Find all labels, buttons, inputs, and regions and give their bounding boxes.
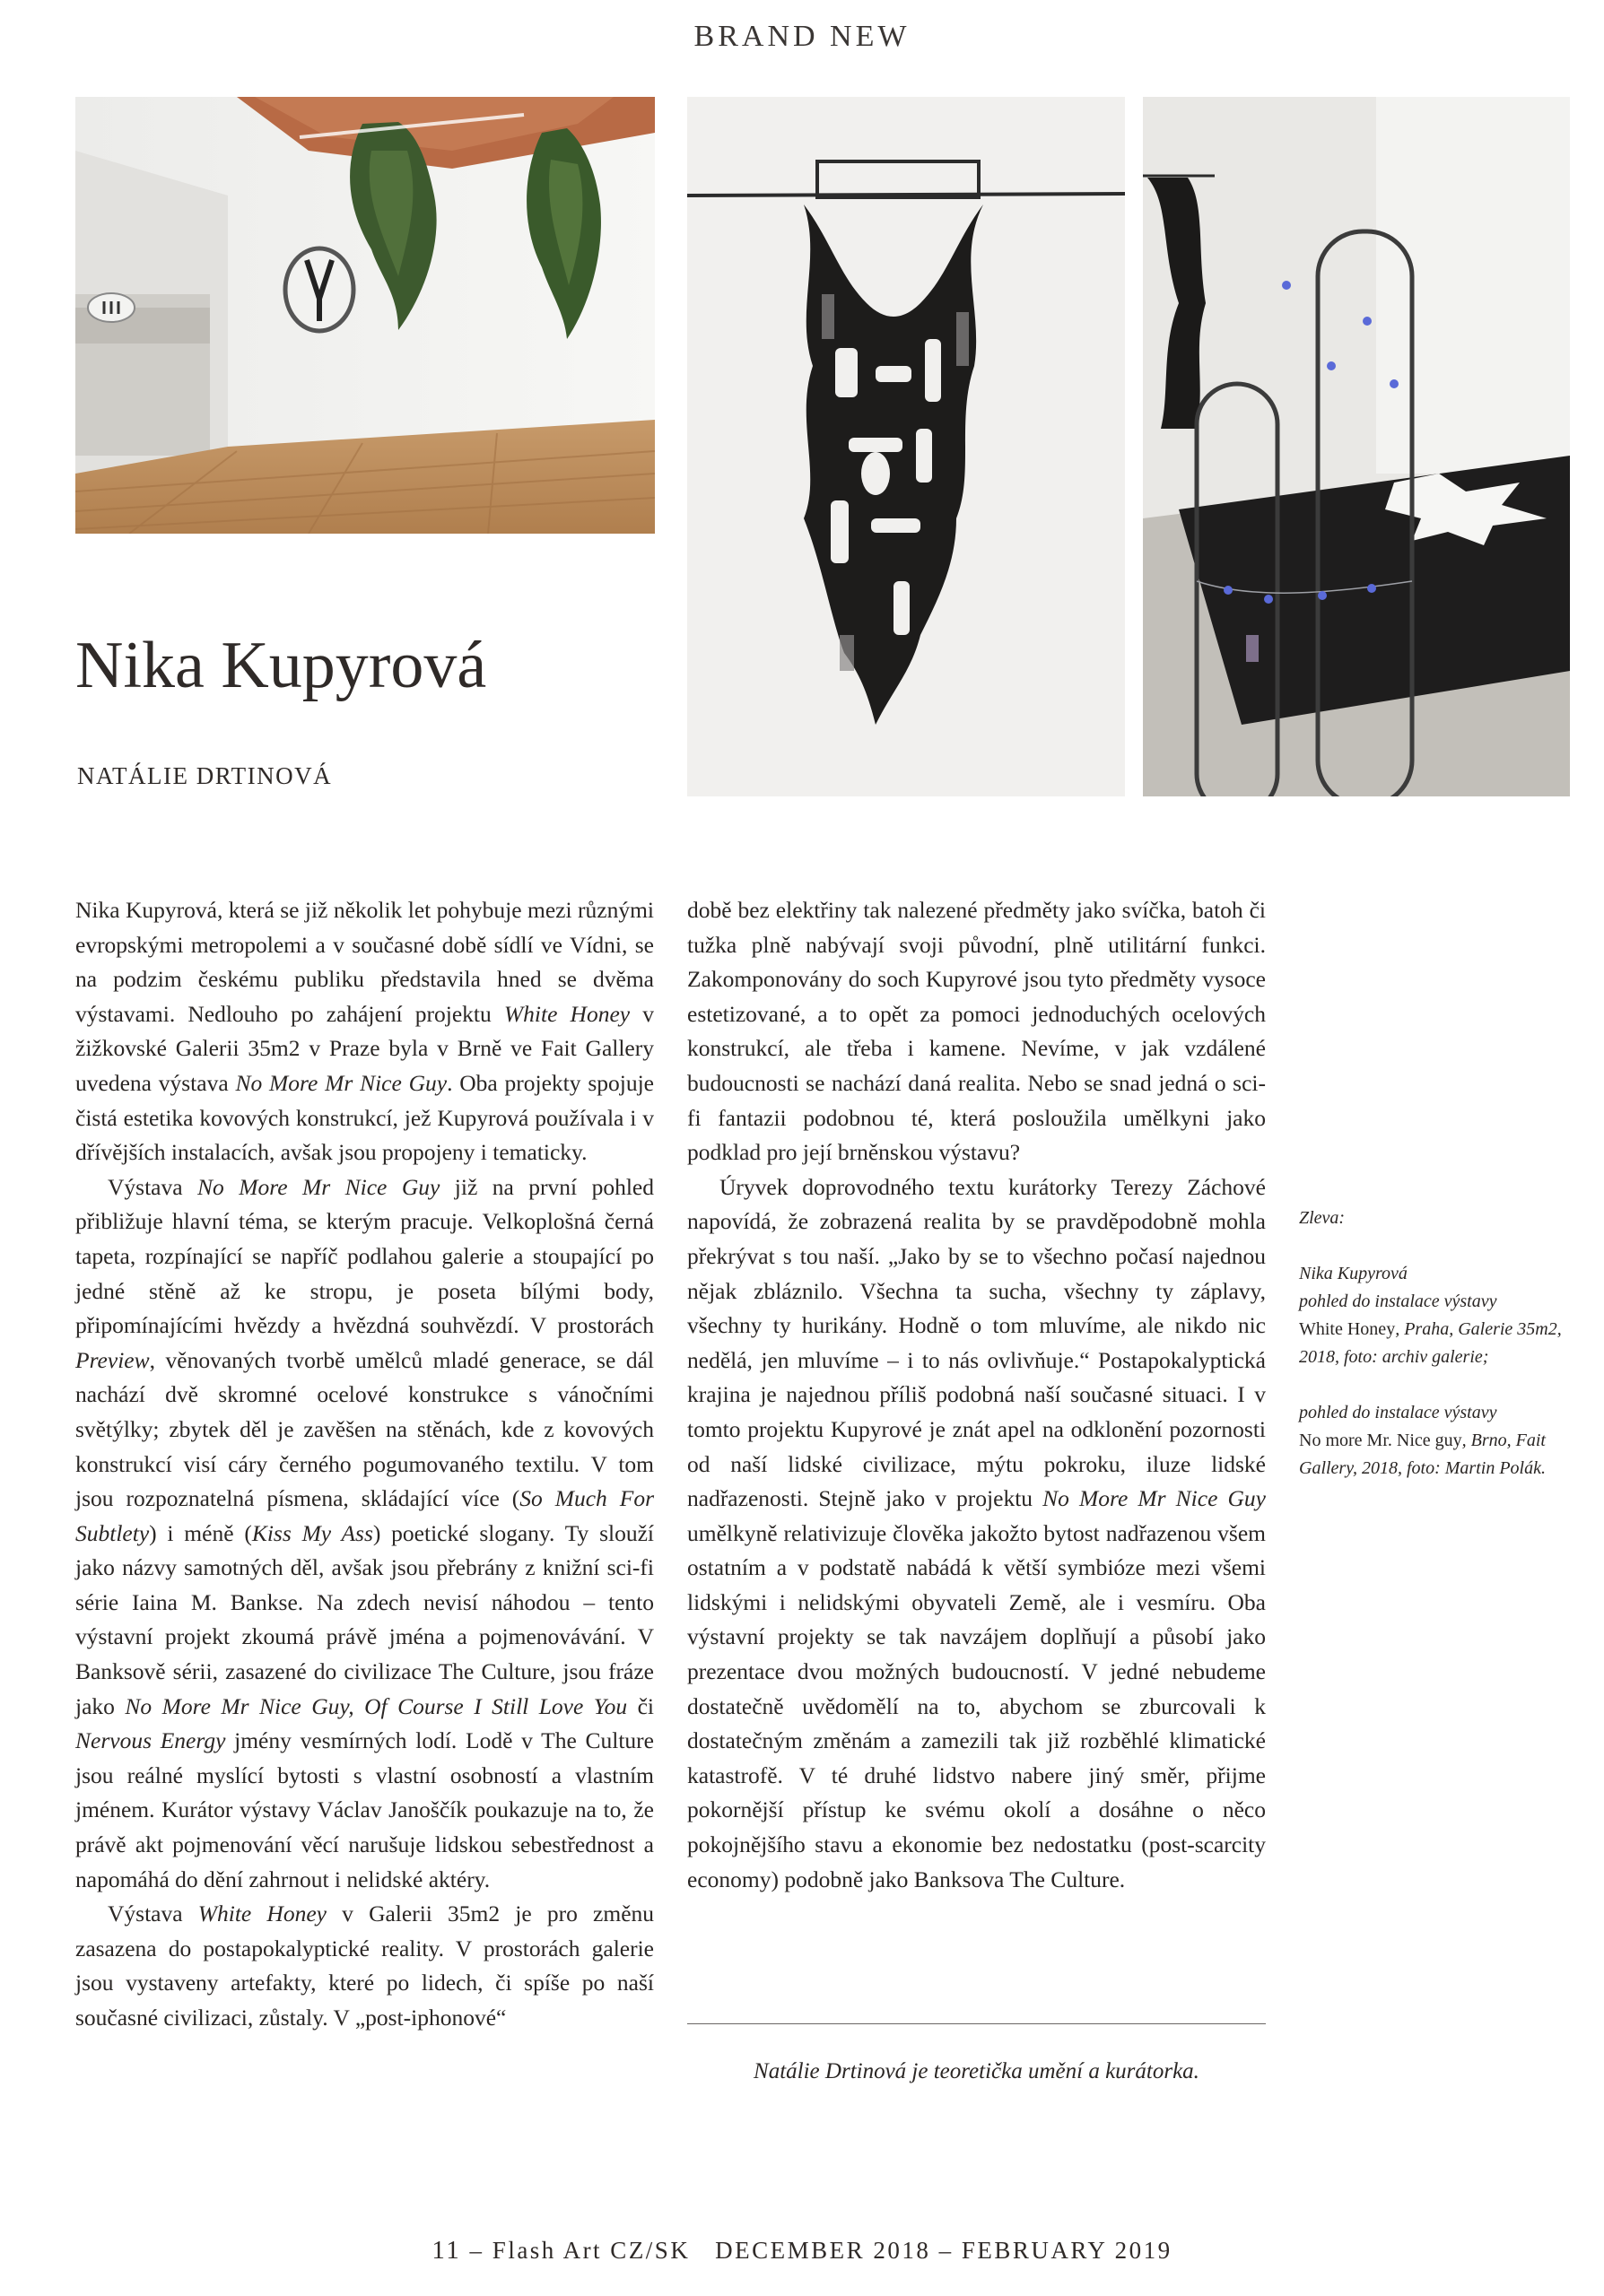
author-bio: Natálie Drtinová je teoretička umění a kurátorka. — [754, 2059, 1199, 2083]
caption-1: Nika Kupyrová pohled do instalace výstavy White Honey, Praha, Galerie 35m2, 2018, foto: archiv galerie; — [1299, 1264, 1562, 1367]
page-footer — [0, 2236, 1604, 2266]
bio-divider — [687, 2023, 1266, 2024]
paragraph-1: Nika Kupyrová, která se již několik let pohybuje mezi různými evropskými metropolemi a v současné době sídlí ve Vídni, se na podzim českému publiku představila hned se dvěma výstavami. Nedlouho po zahájení projektu White Honey v žižkovské Galerii 35m2 v Praze byla v Brně ve Fait Gallery uvedena výstava No More Mr Nice Guy. Oba projekty spojuje čistá estetika kovových konstrukcí, jež Kupyrová používala i v dřívějších instalacích, avšak jsou propojeny i tematicky. — [75, 897, 655, 1166]
installation-photo-no-more-mr-nice-guy — [1143, 97, 1570, 796]
article-column-2 — [687, 893, 1266, 1897]
paragraph-2: Výstava No More Mr Nice Guy již na první pohled přibližuje hlavní téma, se kterým pracuje. Velkoplošná černá tapeta, rozpínající se napříč podlahou galerie a stoupající po jedné stěně až ke stropu, je poseta bílými body, připomínajícími hvězdy a hvězdná souhvězdí. V prostorách Preview, věnovaných tvorbě umělců mladé generace, se dál nachází dvě skromné ocelové konstrukce s vánočními světýlky; zbytek děl je zavěšen na stěnách, kde z kovových konstrukcí visí cáry černého pogumovaného textilu. V tom jsou rozpoznatelná písmena, skládající více (So Much For Subtlety) i méně (Kiss My Ass) poetické slogany. Ty slouží jako názvy samotných děl, avšak jsou přebrány z knižní sci-fi série Iaina M. Bankse. Na zdech nevisí náhodou – tento výstavní projekt zkoumá právě jména a pojmenovávání. V Banksově sérii, zasazené do civilizace The Culture, jsou fráze jako No More Mr Nice Guy, Of Course I Still Love You či Nervous Energy jmény vesmírných lodí. Lodě v The Culture jsou reálné myslící bytosti s vlastní osobností a vlastním jménem. Kurátor výstavy Václav Janoščík poukazuje na to, že právě akt pojmenování věcí narušuje lidskou sebestřednost a napomáhá do dění zahrnout i nelidské aktéry. — [75, 1173, 655, 1892]
gallery-room-image — [75, 97, 655, 534]
paragraph-5: Úryvek doprovodného textu kurátorky Terezy Záchové napovídá, že zobrazená realita by se pravděpodobně mohla překrývat s tou naší. „Jako by se to všechno počasí najednou nějak zbláznilo. Všechna ta sucha, všechny ty záplavy, všechny ty hurikány. Hodně o tom mluvíme, ale nikdo nic nedělá, jen mluvíme – i to nás ovlivňuje.“ Postapokalyptická krajina je najednou příliš podobná naší současné situaci. I v tomto projektu Kupyrové je znát apel na odklonění pozornosti od naší lidské civilizace, mýtu pokroku, iluze lidské nadřazenosti. Stejně jako v projektu No More Mr Nice Guy umělkyně relativizuje člověka jakožto bytost nadřazenou všem ostatním a v podstatě nabádá k větší symbióze mezi všemi lidskými i nelidskými obyvateli Země, ale i vesmíru. Oba výstavní projekty se tak navzájem doplňují a působí jako prezentace dvou možných budoucností. V jedné nebudeme dostatečně uvědomělí na to, abychom se zburcovali k dostatečným změnám a zamezili tak již rozběhlé klimatické katastrofě. V té druhé lidstvo nabere jiný směr, přijme pokornější přístup ke svému okolí a dosáhne o něco pokojnějšího stavu a ekonomie bez nedostatku (post-scarcity economy) podobně jako Banksova The Culture. — [687, 1173, 1266, 1892]
issue-dates: DECEMBER 2018 – FEBRUARY 2019 — [715, 2237, 1172, 2264]
installation-photo-textile — [687, 97, 1125, 796]
installation-photo-white-honey — [75, 97, 655, 534]
gallery-floor-image — [1143, 97, 1570, 796]
magazine-name: – Flash Art CZ/SK — [469, 2237, 691, 2264]
article-author: NATÁLIE DRTINOVÁ — [77, 762, 333, 789]
section-label: BRAND NEW — [693, 20, 911, 53]
paragraph-3: Výstava White Honey v Galerii 35m2 je pro změnu zasazena do postapokalyptické reality. V prostorách galerie jsou vystaveny artefakty, které po lidech, či spíše po naší současné civilizaci, zůstaly. V „post-iphonové“ — [75, 1900, 655, 2031]
article-column-1 — [75, 893, 654, 2036]
paragraph-4: době bez elektřiny tak nalezené předměty jako svíčka, batoh či tužka plně nabývají svoji původní, plně utilitární funkci. Zakomponovány do soch Kupyrové jsou tyto předměty vysoce estetizované, a to opět za pomoci jednoduchých ocelových konstrukcí, ale třeba i kamene. Nevíme, v jak vzdálené budoucnosti se nachází daná realita. Nebo se snad jedná o sci-fi fantazii podobnou té, která posloužila umělkyni jako podklad pro její brněnskou výstavu? — [687, 897, 1266, 1166]
page-number: 11 — [432, 2236, 462, 2265]
article-title: Nika Kupyrová — [75, 629, 487, 702]
photo-captions — [1299, 1205, 1568, 1510]
caption-2: pohled do instalace výstavy No more Mr. Nice guy, Brno, Fait Gallery, 2018, foto: Martin Polák. — [1299, 1403, 1546, 1478]
caption-heading: Zleva: — [1299, 1208, 1346, 1228]
hanging-textile-image — [687, 97, 1125, 796]
